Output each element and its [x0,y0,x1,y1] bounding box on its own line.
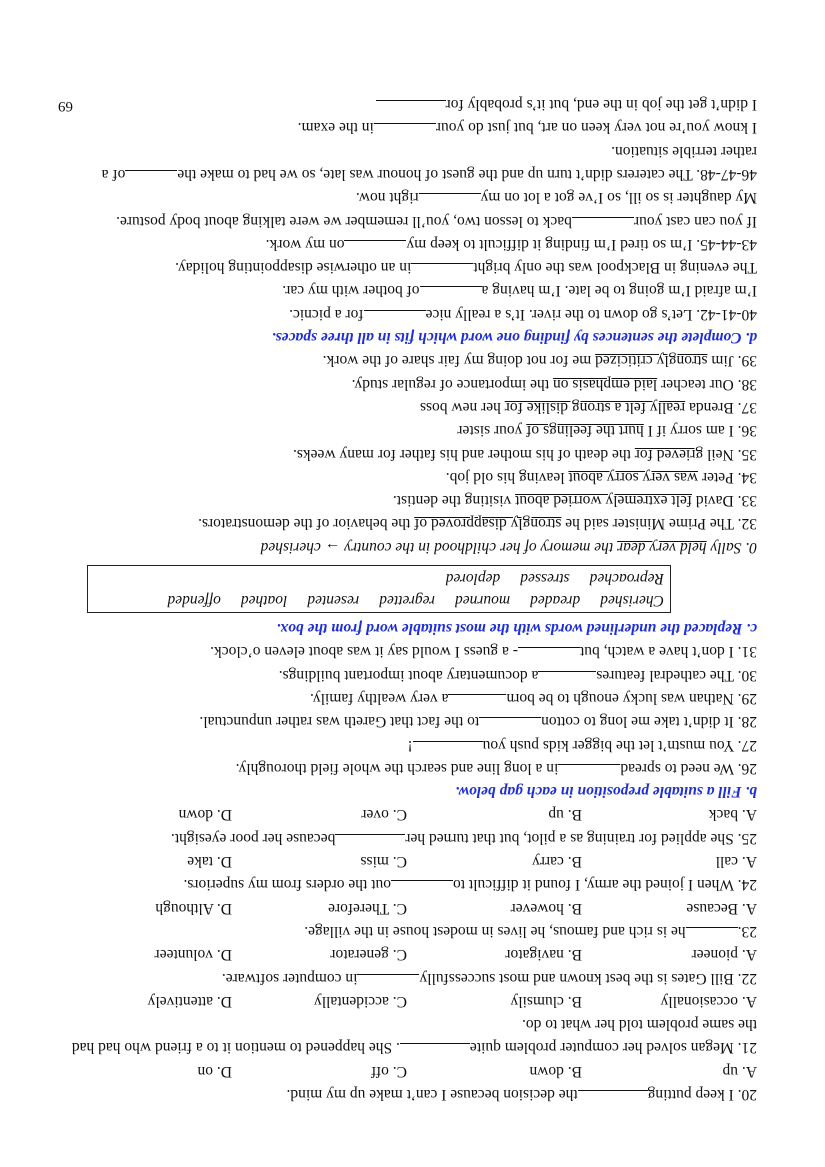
q43a-text-end: on my work. [265,235,345,253]
option-d: D. volunteer [154,946,232,964]
question-39 [57,349,757,372]
box-word: deplored [445,569,501,587]
q43c-text-start: My daughter is so ill, so I’ve got a lot on my [480,189,757,207]
q24-blank [391,880,453,894]
question-23 [57,920,757,943]
q33-text-end: visiting the dentist. [392,492,516,510]
option-c: C. accidentally [314,992,407,1010]
option-c: C. Therefore [328,899,407,917]
q21-blank [400,1043,470,1057]
question-46-48-b [57,116,757,139]
q40c-blank [411,263,473,277]
q29-text-start: 29. Nathan was lucky enough to be born [506,689,757,707]
q30-text-end: a documentary about important buildings. [278,666,539,684]
q34-underlined: was very sorry about [568,468,699,486]
q35-text-end: the death of his mother and his father for many weeks. [292,445,635,463]
q37-underlined: really felt a strong dislike for [504,398,686,416]
q27-text-start: 27. You mustn’t let the bigger kids push you [482,736,757,754]
option-a: A. pioneer [691,946,757,964]
option-c: C. generator [330,946,407,964]
example-underlined: held very dear [617,538,707,556]
q24-text-start: 24. When I joined the army, I found it difficult to [452,876,757,894]
question-33 [57,489,757,512]
option-a: A. Because [686,899,757,917]
option-d: D. take [187,853,232,871]
q20-blank [578,1090,648,1104]
option-d: D. attentively [147,992,232,1010]
question-38 [57,372,757,395]
q25-options [57,803,757,826]
option-b: B. however [510,899,582,917]
box-word: stressed [520,569,570,587]
q28-blank [479,717,541,731]
q32-text-end: the behavior of the demonstrators. [198,515,415,533]
question-46-48-c [57,93,757,116]
question-26 [57,757,757,780]
option-d: D. down [178,806,232,824]
q37-text-start: 37. Brenda [685,398,757,416]
q40b-text-end: of bother with my car. [282,282,420,300]
q40b-blank [420,287,482,301]
q43a-text-start: 43-44-45. I’m so tired I’m finding it difficult to keep my [406,235,757,253]
example-text-start: 0. Sally [706,538,757,556]
q31-text-start: 31. I don’t have a watch, but [579,643,757,661]
q43b-text-end: back to lesson two, you’ll remember we were talking about body posture. [116,212,572,230]
q34-text-end: leaving his old job. [445,468,569,486]
q46b-text-end: in the exam. [297,119,374,137]
option-d: D. on [197,1062,232,1080]
question-32 [57,512,757,535]
question-43-45-a [57,233,757,256]
box-word: resented [307,591,360,609]
word-box-row-2 [94,567,664,589]
q23-options [57,896,757,919]
q22-blank [357,974,419,988]
question-40-42-c [57,256,757,279]
q33-underlined: felt extremely worried about [515,492,692,510]
q29-text-end: a very wealthy family. [310,689,449,707]
q36-text-end: your sister [457,422,527,440]
q46c-blank [376,100,446,114]
q29-blank [448,694,506,708]
question-43-45-c [57,186,757,209]
q26-text-start: 26. We need to spread [620,759,757,777]
question-30 [57,663,757,686]
question-34 [57,466,757,489]
q38-underlined: laid emphasis on [552,375,658,393]
option-c: C. over [361,806,407,824]
q27-text-end: ! [407,736,413,754]
section-b-title: b. Fill a suitable preposition in each gap below. [455,783,757,801]
q37-text-end: her new boss [419,398,505,416]
q28-text-start: 28. It didn’t take me long to cotton [541,713,757,731]
q22-text-end: in computer software. [221,969,358,987]
box-word: regretted [379,591,435,609]
question-22 [57,966,757,989]
question-28 [57,710,757,733]
q31-text-end: - a guess I would say it was about eleven o’clock. [210,643,518,661]
question-31 [57,640,757,663]
question-20 [57,1083,757,1106]
q23-blank [686,927,738,941]
box-word: mourned [454,591,511,609]
q28-text-end: to the fact that Gareth was rather unpunctual. [199,713,480,731]
question-36 [57,419,757,442]
word-box [87,565,671,613]
section-d-title: d. Complete the sentences by finding one word which fits in all three spaces. [271,329,757,347]
box-word: loathed [240,591,288,609]
option-b: B. carry [532,853,582,871]
q46a-blank [125,170,177,184]
option-a: A. up [722,1062,757,1080]
q38-text-end: the importance of regular study. [351,375,553,393]
option-c: C. off [371,1062,407,1080]
q46a-text-start: 46-47-48. The caterers didn’t turn up and the guest of honour was late, so we had to make the [177,166,757,184]
q43a-blank [344,240,406,254]
page-number: 69 [58,98,73,114]
q25-text-end: because her poor eyesight. [170,829,336,847]
q21-text-end: . She happened to mention it to a friend who had had [71,1039,400,1057]
q32-text-start: 32. The Prime Minister said he [561,515,757,533]
question-21 [57,1036,757,1059]
q21-text-start: 21. Megan solved her computer problem quite [469,1039,757,1057]
q24-text-end: out the orders from my superiors. [183,876,391,894]
q43c-text-end: right now. [355,189,419,207]
example-text-end: the memory of her childhood in the country → cherished [260,538,618,556]
q34-text-start: 34. Peter [698,468,757,486]
question-27 [57,733,757,756]
q40c-text-start: The evening in Blackpool was the only bright [473,259,757,277]
q20-options [57,1059,757,1082]
q26-text-end: in a long line and search the whole field thoroughly. [235,759,559,777]
question-35 [57,442,757,465]
q22-text-start: 22. Bill Gates is the best known and most successfully [419,969,757,987]
section-c-title: c. Replaced the underlined words with the most suitable word from the box. [276,620,757,638]
q23-text-end: he is rich and famous, he lives in modest house in the village. [304,922,686,940]
q31-blank [518,647,580,661]
q40c-text-end: in an otherwise disappointing holiday. [175,259,412,277]
q30-text-start: 30. The cathedral features [596,666,757,684]
q39-text-start: 39. Jim [707,352,757,370]
box-word: offended [167,591,221,609]
option-b: B. clumsily [510,992,582,1010]
option-c: C. miss [360,853,407,871]
q40a-text-start: 40-41-42. Let’s go down to the river. It’s a really nice [425,305,757,323]
option-a: A. occasionally [660,992,757,1010]
question-46-48-a [57,163,757,186]
q24-options [57,850,757,873]
q46b-blank [374,123,436,137]
box-word: Cherished [600,591,664,609]
box-word: dreaded [530,591,581,609]
option-b: B. down [529,1062,582,1080]
q46a-continuation: rather terrible situation. [611,142,757,160]
q26-blank [558,764,620,778]
q21-options [57,990,757,1013]
worksheet-content [57,93,757,1106]
q20-text-end: the decision because I can’t make up my mind. [286,1086,578,1103]
q36-underlined: hurt the feelings of [526,422,644,440]
q43b-text-start: If you can cast your [633,212,757,230]
q23-text-start: 23. [737,922,757,940]
q35-text-start: 35. Neil [703,445,757,463]
example-0 [57,535,757,558]
q36-text-start: 36. I am sorry if I [643,422,757,440]
q40b-text-start: I’m afraid I’m going to be late. I’m having a [481,282,757,300]
q25-blank [335,834,405,848]
q46a-text-end: of a [101,166,126,184]
q40a-text-end: for a picnic. [289,305,364,323]
option-a: A. back [708,806,757,824]
q35-underlined: grieved for [634,445,704,463]
option-b: B. navigator [505,946,582,964]
q46c-text-start: I didn’t get the job in the end, but it’s probably for [445,96,757,114]
word-box-row-1 [94,589,664,611]
q33-text-start: 33. David [691,492,757,510]
question-40-42-b [57,279,757,302]
q43b-blank [572,217,634,231]
option-d: D. Although [155,899,232,917]
q25-text-start: 25. She applied for training as a pilot, but that turned her [405,829,757,847]
q21-continuation: the same problem told her what to do. [521,1016,757,1034]
option-a: A. call [715,853,757,871]
option-b: B. up [548,806,582,824]
question-37 [57,396,757,419]
q20-text-start: 20. I keep putting [647,1086,757,1103]
q39-underlined: strongly criticized [595,352,708,370]
question-25 [57,826,757,849]
q46b-text-start: I know you’re not very keen on art, but just do your [435,119,757,137]
q40a-blank [364,310,426,324]
question-40-42-a [57,303,757,326]
q43c-blank [419,193,481,207]
q30-blank [538,671,596,685]
question-43-45-b [57,209,757,232]
q22-options [57,943,757,966]
question-24 [57,873,757,896]
q38-text-start: 38. Our teacher [657,375,757,393]
q39-text-end: me for not doing my fair share of the work. [322,352,596,370]
question-29 [57,687,757,710]
q32-underlined: strongly disapproved of [414,515,562,533]
q27-blank [413,741,483,755]
box-word: Reproached [589,569,664,587]
